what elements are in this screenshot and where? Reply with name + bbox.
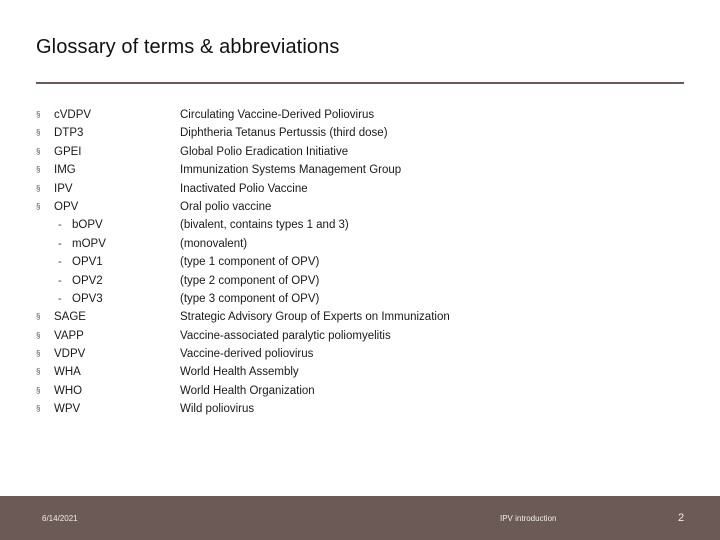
bullet-marker: § (36, 312, 41, 322)
glossary-definition: World Health Assembly (180, 366, 299, 379)
glossary-definition: World Health Organization (180, 384, 315, 397)
glossary-term: WHO (54, 384, 83, 397)
page-title: Glossary of terms & abbreviations (36, 36, 340, 58)
glossary-term: WPV (54, 403, 81, 416)
dash-marker: - (58, 256, 62, 269)
glossary-term: mOPV (72, 237, 106, 250)
glossary-row-wpv (36, 400, 676, 418)
glossary-term: OPV1 (72, 256, 103, 269)
glossary-definition: Wild poliovirus (180, 403, 255, 416)
glossary-row-opv1 (36, 253, 676, 271)
glossary-term: bOPV (72, 219, 103, 232)
glossary-definition: Immunization Systems Management Group (180, 164, 402, 177)
dash-marker: - (58, 219, 62, 232)
glossary-row-who (36, 382, 676, 400)
glossary-definition: Strategic Advisory Group of Experts on Immunization (180, 311, 450, 324)
dash-marker: - (58, 237, 62, 250)
bullet-marker: § (36, 201, 41, 211)
glossary-row-ipv (36, 180, 676, 198)
glossary-definition: Vaccine-associated paralytic poliomyelitis (180, 329, 391, 342)
bullet-marker: § (36, 385, 41, 395)
footer-presentation-name: IPV introduction (500, 514, 557, 523)
glossary-definition: (bivalent, contains types 1 and 3) (180, 219, 349, 232)
bullet-marker: § (36, 146, 41, 156)
glossary-term: cVDPV (54, 109, 92, 121)
glossary-definition: Global Polio Eradication Initiative (180, 145, 349, 158)
glossary-definition: Diphtheria Tetanus Pertussis (third dose) (180, 127, 388, 140)
glossary-term: OPV2 (72, 274, 103, 287)
glossary-term: SAGE (54, 311, 86, 324)
bullet-marker: § (36, 183, 41, 193)
glossary-term: WHA (54, 366, 81, 379)
glossary-term: IPV (54, 182, 73, 195)
glossary-term: DTP3 (54, 127, 84, 140)
glossary-definition: (type 2 component of OPV) (180, 274, 320, 287)
glossary-row-vapp (36, 327, 676, 345)
glossary-row-sage (36, 308, 676, 326)
glossary-row-mopv (36, 235, 676, 253)
bullet-marker: § (36, 349, 41, 359)
glossary-row-cvdpv (36, 106, 676, 124)
dash-marker: - (58, 292, 62, 305)
glossary-definition: (type 3 component of OPV) (180, 292, 320, 305)
bullet-marker: § (36, 404, 41, 414)
footer-page-number: 2 (678, 512, 685, 524)
bullet-marker: § (36, 165, 41, 175)
glossary-row-img (36, 161, 676, 179)
glossary-definition: (monovalent) (180, 237, 248, 250)
glossary-term: IMG (54, 164, 76, 177)
bullet-marker: § (36, 367, 41, 377)
glossary-row-vdpv (36, 345, 676, 363)
glossary-term: OPV3 (72, 292, 103, 305)
footer-date: 6/14/2021 (42, 514, 78, 523)
glossary-term: OPV (54, 200, 79, 213)
glossary-row-wha (36, 363, 676, 381)
slide-footer (0, 496, 720, 540)
glossary-definition: Vaccine-derived poliovirus (180, 348, 314, 361)
bullet-marker: § (36, 128, 41, 138)
glossary-row-gpei (36, 143, 676, 161)
glossary-term: GPEI (54, 145, 82, 158)
bullet-marker: § (36, 110, 41, 119)
glossary-term: VDPV (54, 348, 86, 361)
glossary-term: VAPP (54, 329, 84, 342)
glossary-definition: Oral polio vaccine (180, 200, 272, 213)
title-divider (36, 82, 684, 84)
dash-marker: - (58, 274, 62, 287)
glossary-row-opv2 (36, 272, 676, 290)
bullet-marker: § (36, 330, 41, 340)
glossary-list (36, 106, 676, 419)
glossary-definition: Circulating Vaccine-Derived Poliovirus (180, 109, 375, 121)
glossary-definition: (type 1 component of OPV) (180, 256, 320, 269)
glossary-row-bopv (36, 216, 676, 234)
glossary-row-opv3 (36, 290, 676, 308)
glossary-row-dtp3 (36, 124, 676, 142)
glossary-row-opv (36, 198, 676, 216)
glossary-definition: Inactivated Polio Vaccine (180, 182, 308, 195)
